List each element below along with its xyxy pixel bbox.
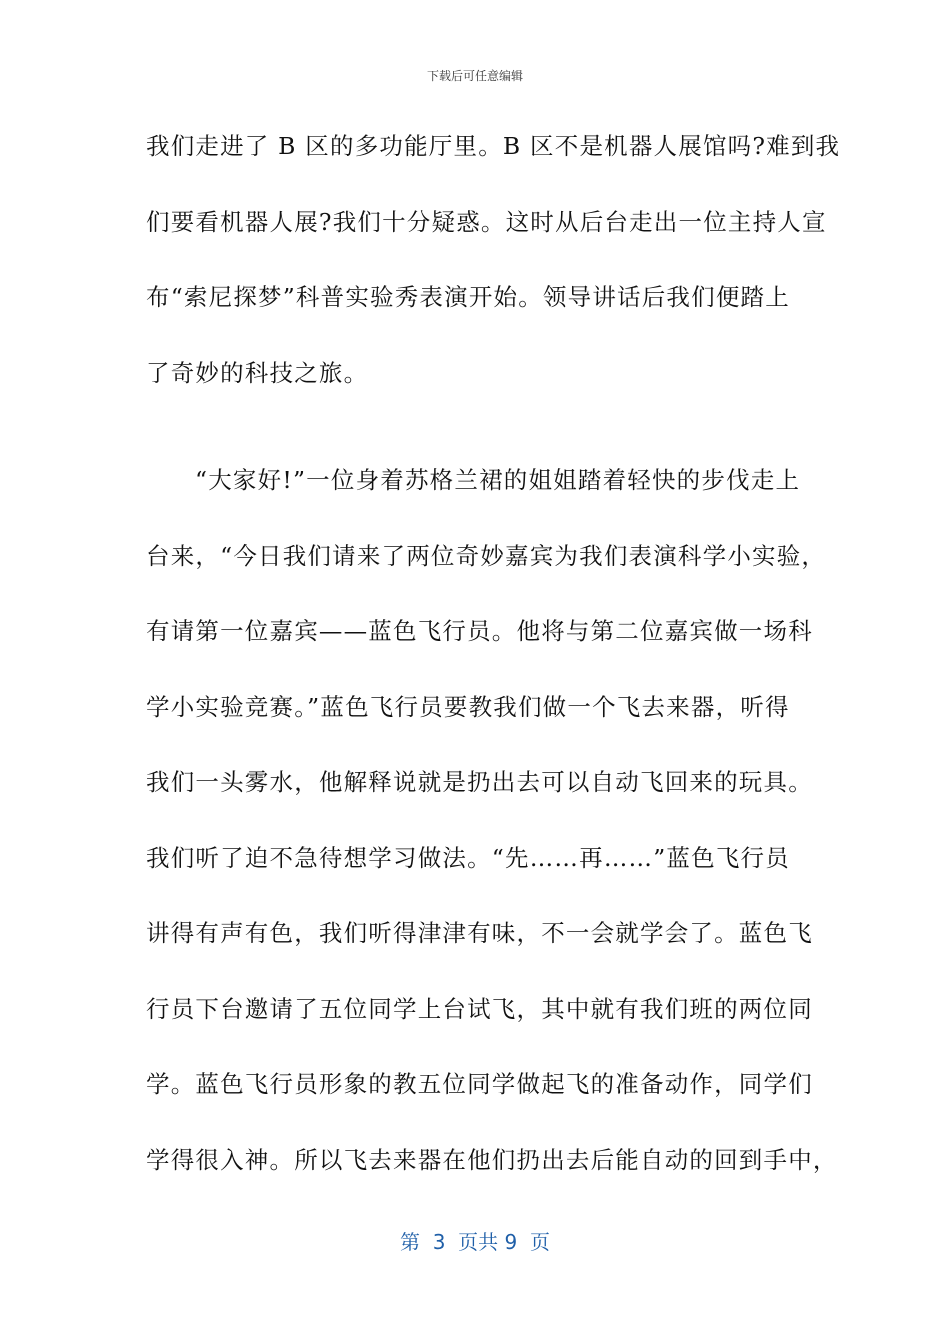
text-line: 台来，“今日我们请来了两位奇妙嘉宾为我们表演科学小实验， (146, 541, 827, 570)
text-line: 行员下台邀请了五位同学上台试飞，其中就有我们班的两位同 (146, 994, 813, 1023)
text-line: 学小实验竞赛。”蓝色飞行员要教我们做一个飞去来器，听得 (146, 692, 790, 721)
header-note: 下载后可任意编辑 (426, 69, 523, 83)
text-line: 了奇妙的科技之旅。 (146, 358, 369, 387)
text-line: “大家好!”一位身着苏格兰裙的姐姐踏着轻快的步伐走上 (195, 466, 801, 494)
text-line: 有请第一位嘉宾——蓝色飞行员。他将与第二位嘉宾做一场科 (146, 617, 813, 645)
paragraph-gap (146, 426, 806, 458)
text-line: 们要看机器人展?我们十分疑惑。这时从后台走出一位主持人宣 (146, 207, 827, 236)
document-body (146, 124, 841, 1213)
text-line: 学。蓝色飞行员形象的教五位同学做起飞的准备动作，同学们 (146, 1070, 813, 1098)
text-line: 讲得有声有色，我们听得津津有味，不一会就学会了。蓝色飞 (146, 919, 813, 947)
text-line: 我们走进了 B 区的多功能厅里。B 区不是机器人展馆吗?难到我 (146, 132, 841, 160)
text-line: 学得很入神。所以飞去来器在他们扔出去后能自动的回到手中， (146, 1145, 838, 1174)
paragraph-1 (146, 124, 841, 426)
text-line: 我们听了迫不急待想学习做法。“先……再……”蓝色飞行员 (146, 843, 790, 872)
text-line: 我们一头雾水，他解释说就是扔出去可以自动飞回来的玩具。 (146, 768, 813, 796)
page-number-footer: 第 3 页共 9 页 (400, 1230, 550, 1254)
paragraph-2 (146, 458, 838, 1213)
text-line: 布“索尼探梦”科普实验秀表演开始。领导讲话后我们便踏上 (146, 283, 790, 311)
